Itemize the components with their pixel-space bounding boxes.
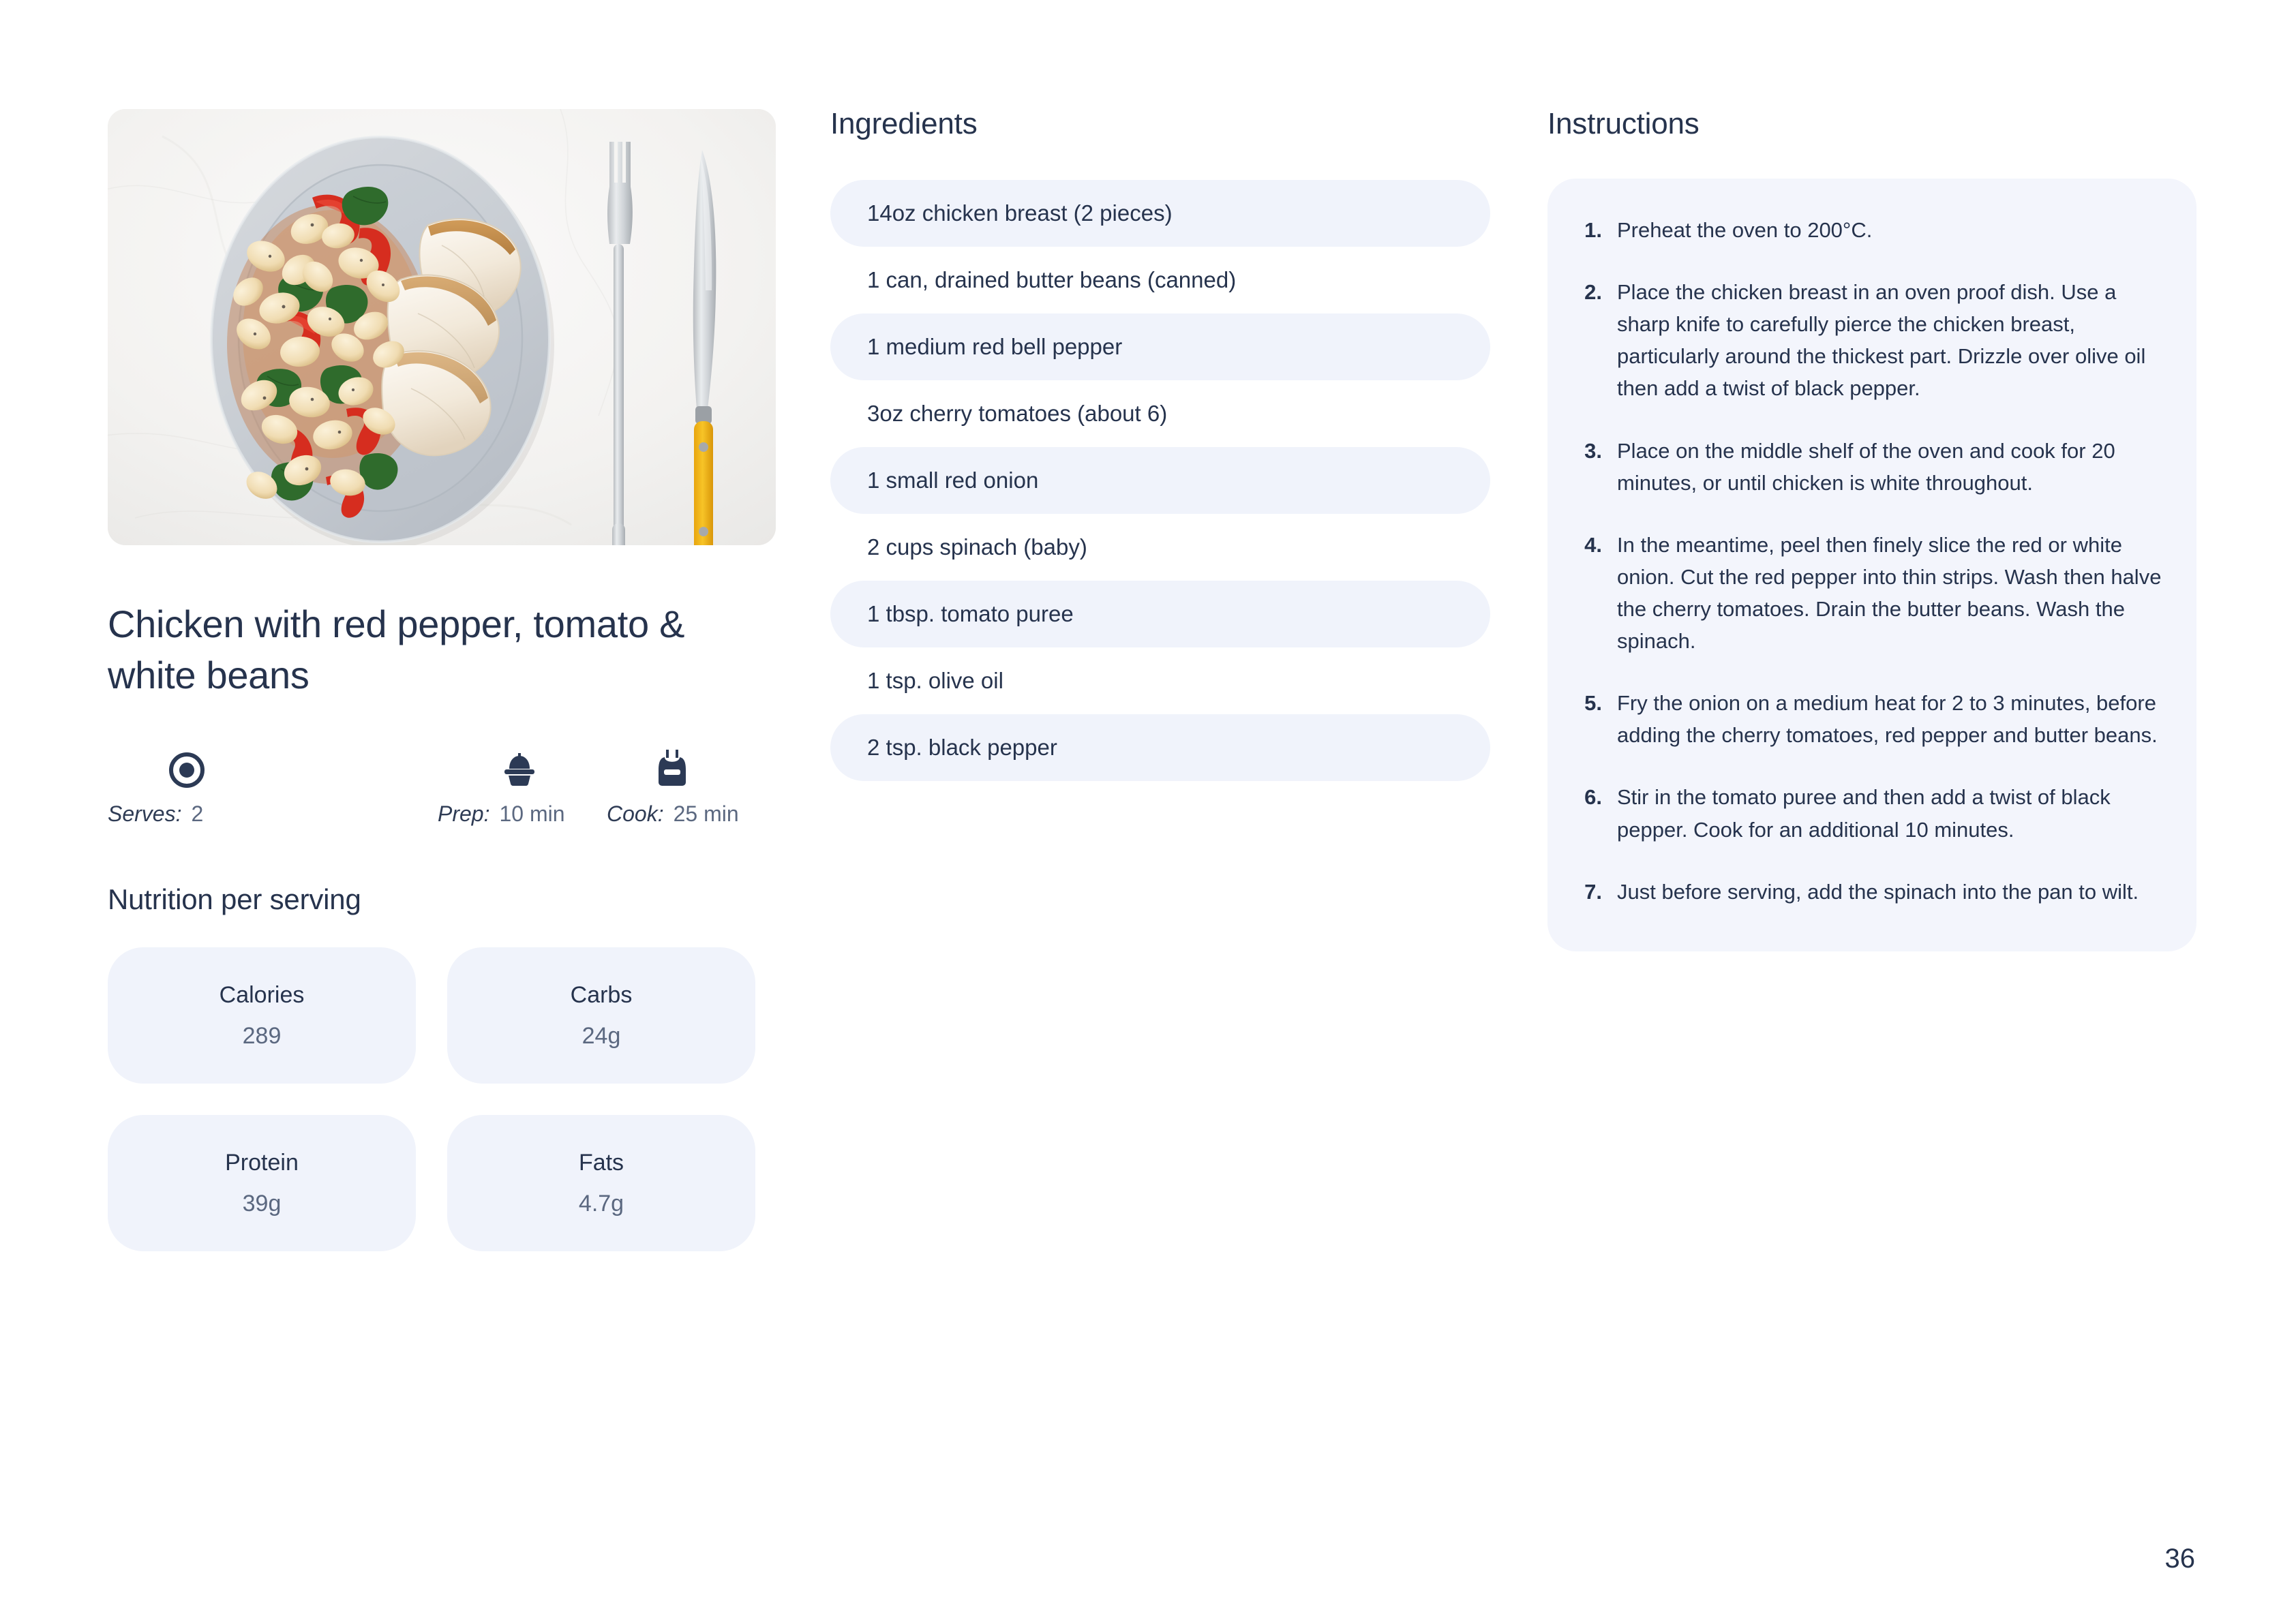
instruction-step [1568,781,2165,845]
instruction-step [1568,276,2165,404]
instruction-step [1568,214,2165,246]
plate-icon-svg [169,752,205,788]
nutrition-grid [108,947,755,1251]
ingredient-item: 1 tbsp. tomato puree [830,581,1490,647]
recipe-photo [108,109,776,545]
meta-cook-label: Cook: [607,801,664,827]
meta-cook-text [607,803,776,825]
meta-prep-text [357,803,607,825]
step-text: Fry the onion on a medium heat for 2 to 3 minutes, before adding the cherry tomatoes, red pepper and butter beans. [1617,691,2158,748]
nutrition-value: 39g [242,1191,282,1217]
meta-serves-text [108,803,357,825]
pot-icon [357,743,607,788]
nutrition-value: 4.7g [578,1191,624,1217]
instruction-step [1568,687,2165,751]
page-number: 36 [2164,1544,2195,1574]
plate-photo-illustration [108,109,776,545]
instructions-column [1547,109,2202,951]
meta-cook [607,743,776,825]
ingredient-item: 1 medium red bell pepper [830,313,1490,380]
ingredient-item: 2 cups spinach (baby) [867,534,1087,560]
meta-prep-value: 10 min [499,801,565,827]
ingredients-list [830,180,1490,781]
left-column [108,109,776,1251]
pot-icon-svg [500,750,539,788]
step-text: In the meantime, peel then finely slice the red or white onion. Cut the red pepper into thin strips. Wash then halve the cherry tomatoes. Drain the butter beans. Wash the spinach. [1617,532,2162,654]
meta-serves-value: 2 [191,801,204,827]
nutrition-value: 24g [581,1023,621,1050]
ingredient-item: 14oz chicken breast (2 pieces) [830,180,1490,247]
page-title: Chicken with red pepper, tomato & white beans [108,602,685,697]
nutrition-value: 289 [242,1023,282,1050]
step-text: Stir in the tomato puree and then add a twist of black pepper. Cook for an additional 10 minutes. [1617,785,2111,842]
instruction-step [1568,435,2165,499]
nutrition-card-protein [108,1115,416,1251]
nutrition-label: Calories [219,982,305,1009]
step-number: 5. [1584,691,1602,716]
nutrition-card-fats [447,1115,755,1251]
step-number: 7. [1584,879,1602,904]
step-number: 4. [1584,532,1602,557]
step-text: Just before serving, add the spinach into the pan to wilt. [1617,879,2139,904]
plate-icon [108,743,357,788]
ingredient-item: 3oz cherry tomatoes (about 6) [867,401,1168,426]
meta-prep [357,743,607,825]
meta-prep-label: Prep: [438,801,490,827]
instructions-list [1568,214,2165,908]
step-text: Place the chicken breast in an oven proof dish. Use a sharp knife to carefully pierce the chicken breast, particularly around the thickest part. Drizzle over olive oil then add a twist of black pepper. [1617,280,2146,401]
nutrition-label: Protein [225,1150,299,1176]
nutrition-heading: Nutrition per serving [108,883,361,916]
nutrition-card-carbs [447,947,755,1084]
ingredient-item: 1 can, drained butter beans (canned) [867,267,1237,292]
step-number: 1. [1584,218,1602,242]
instruction-step [1568,529,2165,657]
recipe-meta-row [108,743,776,825]
ingredient-item: 2 tsp. black pepper [830,714,1490,781]
ingredients-column [830,109,1492,781]
step-text: Preheat the oven to 200°C. [1617,218,1873,242]
step-text: Place on the middle shelf of the oven and cook for 20 minutes, or until chicken is white throughout. [1617,438,2115,495]
step-number: 6. [1584,785,1602,810]
step-number: 3. [1584,438,1602,463]
meta-serves [108,743,357,825]
ingredients-heading: Ingredients [830,107,978,140]
meta-serves-label: Serves: [108,801,182,827]
nutrition-card-calories [108,947,416,1084]
ingredient-item: 1 small red onion [830,447,1490,514]
meta-cook-value: 25 min [673,801,739,827]
nutrition-label: Carbs [570,982,633,1009]
instructions-heading: Instructions [1547,107,1700,140]
instructions-panel [1547,179,2196,951]
ingredient-item: 1 tsp. olive oil [867,668,1003,693]
apron-icon [607,743,776,788]
instruction-step [1568,876,2165,908]
step-number: 2. [1584,280,1602,305]
apron-icon-svg [654,748,690,788]
nutrition-label: Fats [578,1150,624,1176]
